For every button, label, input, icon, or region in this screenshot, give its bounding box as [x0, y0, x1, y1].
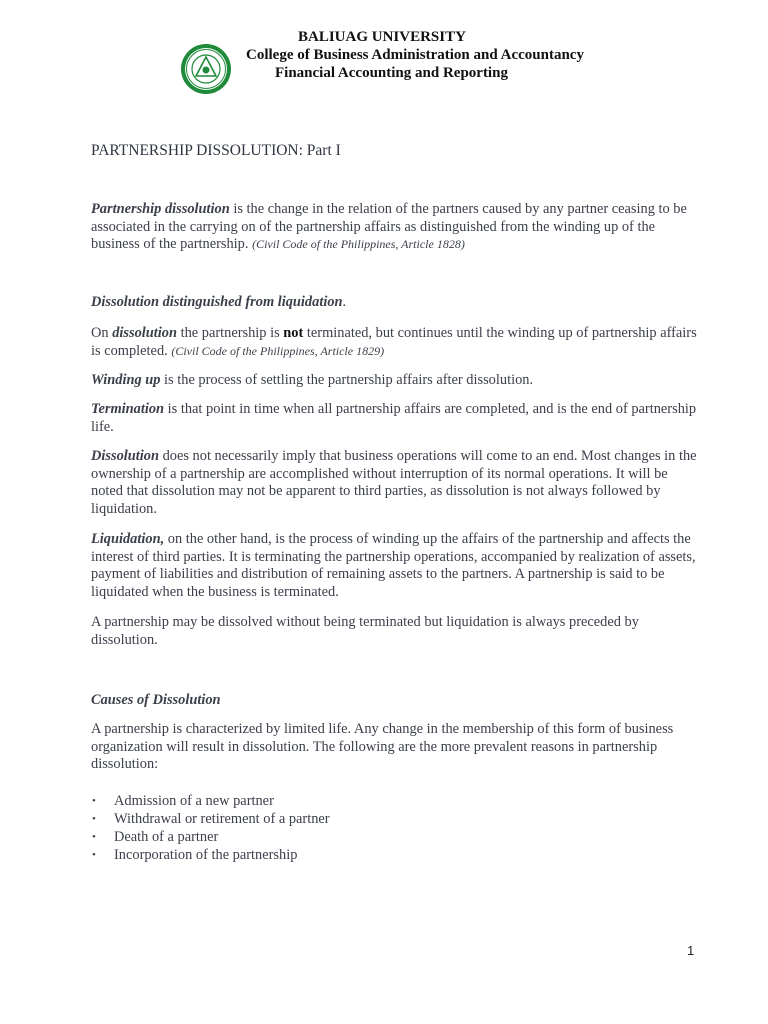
definition-citation: (Civil Code of the Philippines, Article 1828): [252, 237, 465, 251]
list-item: • Death of a partner: [92, 829, 219, 845]
bullet-icon: •: [92, 831, 96, 843]
definition-paragraph: [91, 201, 701, 254]
winding-up-paragraph: Winding up is the process of settling the partnership affairs after dissolution.: [91, 372, 534, 388]
list-item: • Incorporation of the partnership: [92, 847, 298, 863]
course-name: Financial Accounting and Reporting: [275, 65, 508, 81]
definition-text: is the change in the relation of the partners caused by any partner ceasing to be associated in the carrying on of the partnership affairs as distinguished from the winding up of the business of the partnership.: [91, 201, 687, 252]
causes-intro-paragraph: A partnership is characterized by limited life. Any change in the membership of this form of business organization will result in dissolution. The following are the more prevalent reasons in partnership dissolution:: [91, 721, 674, 772]
section-heading-causes: Causes of Dissolution: [91, 692, 221, 708]
liquidation-paragraph: Liquidation, on the other hand, is the process of winding up the affairs of the partnership and affects the interest of third parties. It is terminating the partnership operations, accompanied by realization of assets, payment of liabilities and distribution of remaining assets to the partners. A partnership is said to be liquidated when the business is terminated.: [91, 531, 696, 600]
dissolution-definition-paragraph: Dissolution does not necessarily imply that business operations will come to an end. Most changes in the ownership of a partnership are accomplished without interruption of its normal operations. It will be noted that dissolution may not be apparent to third parties, as dissolution is not always followed by liquidation.: [91, 448, 697, 517]
closing-paragraph: A partnership may be dissolved without being terminated but liquidation is always preceded by dissolution.: [91, 614, 639, 648]
document-header: [0, 0, 768, 110]
section-heading-dissolution-vs-liquidation: Dissolution distinguished from liquidation.: [91, 294, 347, 310]
page-title: PARTNERSHIP DISSOLUTION: Part I: [91, 142, 341, 159]
termination-paragraph: Termination is that point in time when all partnership affairs are completed, and is the end of partnership life.: [91, 401, 697, 435]
bullet-icon: •: [92, 795, 96, 807]
causes-list: [91, 792, 701, 864]
university-name: BALIUAG UNIVERSITY: [298, 29, 466, 45]
bullet-icon: •: [92, 849, 96, 861]
university-seal-icon: [180, 43, 232, 95]
college-name: College of Business Administration and Accountancy: [246, 47, 584, 63]
page-number: 1: [687, 943, 695, 958]
dissolution-paragraph: On dissolution the partnership is not terminated, but continues until the winding up of partnership affairs is completed. (Civil Code of the Philippines, Article 1829): [91, 325, 697, 359]
list-item: • Withdrawal or retirement of a partner: [92, 811, 330, 827]
bullet-icon: •: [92, 813, 96, 825]
definition-term: Partnership dissolution: [91, 201, 230, 217]
list-item: • Admission of a new partner: [92, 793, 274, 809]
